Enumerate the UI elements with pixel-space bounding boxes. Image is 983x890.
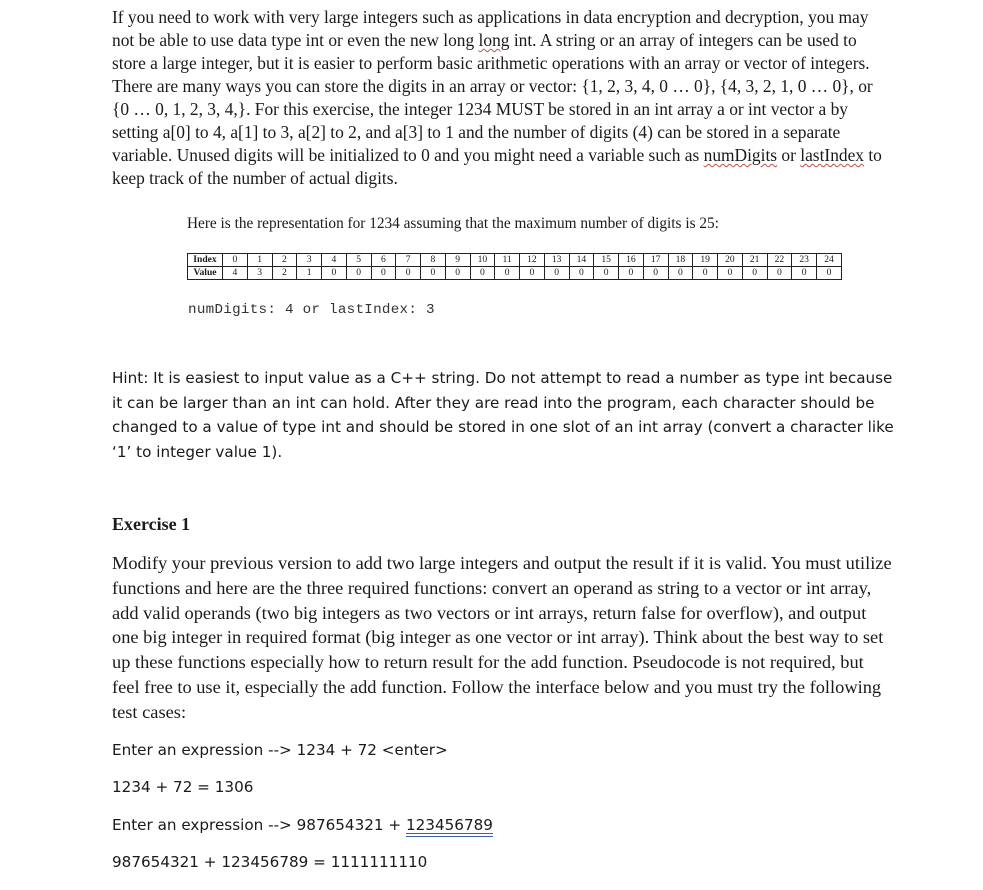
index-cell: 3 <box>297 254 322 267</box>
index-cell: 23 <box>792 254 817 267</box>
index-cell: 18 <box>668 254 693 267</box>
io-line-2: 1234 + 72 = 1306 <box>112 778 254 796</box>
value-cell: 0 <box>544 267 569 280</box>
value-cell: 0 <box>668 267 693 280</box>
value-cell: 0 <box>742 267 767 280</box>
value-cell: 0 <box>693 267 718 280</box>
index-cell: 20 <box>718 254 743 267</box>
spellcheck-word-long: long <box>478 30 510 50</box>
value-cell: 0 <box>520 267 545 280</box>
intro-paragraph <box>112 6 887 190</box>
index-cell: 12 <box>520 254 545 267</box>
value-row-label: Value <box>188 267 223 280</box>
spellcheck-word-numdigits: numDigits <box>703 145 778 165</box>
index-cell: 21 <box>742 254 767 267</box>
index-cell: 6 <box>371 254 396 267</box>
value-cell: 0 <box>322 267 347 280</box>
index-cell: 14 <box>569 254 594 267</box>
value-cell: 0 <box>767 267 792 280</box>
value-cell: 3 <box>247 267 272 280</box>
io-line-3-prefix: Enter an expression --> 987654321 + <box>112 816 406 834</box>
io-line-3-underlined-number: 123456789 <box>405 816 493 834</box>
index-cell: 1 <box>247 254 272 267</box>
representation-caption: Here is the representation for 1234 assuming that the maximum number of digits is 25: <box>187 215 719 232</box>
intro-text-start: If you need to work with very large integers such as applications in data encryption and decryption, you may not be able to use data type int or even the new long <box>112 7 869 50</box>
index-cell: 8 <box>421 254 446 267</box>
value-cell: 0 <box>371 267 396 280</box>
index-cell: 19 <box>693 254 718 267</box>
index-cell: 9 <box>445 254 470 267</box>
index-cell: 16 <box>619 254 644 267</box>
value-cell: 1 <box>297 267 322 280</box>
value-cell: 0 <box>495 267 520 280</box>
index-cell: 10 <box>470 254 495 267</box>
value-cell: 0 <box>619 267 644 280</box>
index-cell: 22 <box>767 254 792 267</box>
index-row <box>188 254 842 267</box>
io-line-3 <box>112 816 493 834</box>
index-cell: 17 <box>643 254 668 267</box>
value-row <box>188 267 842 280</box>
exercise-body: Modify your previous version to add two large integers and output the result if it is valid. You must utilize functions and here are the three required functions: convert an operand as string to a vector or int array, add valid operands (two big integers as two vectors or int arrays, return false for overflow), and output one big integer in required format (big integer as one vector or int array). Think about the best way to set up these functions especially how to return result for the add function. Pseudocode is not required, but feel free to use it, especially the add function. Follow the interface below and you must try the following test cases: <box>112 553 892 722</box>
spellcheck-word-lastindex: lastIndex <box>800 145 864 165</box>
index-cell: 7 <box>396 254 421 267</box>
value-cell: 0 <box>421 267 446 280</box>
io-line-4: 987654321 + 123456789 = 1111111110 <box>112 853 428 871</box>
value-cell: 0 <box>643 267 668 280</box>
value-cell: 0 <box>718 267 743 280</box>
index-row-label: Index <box>188 254 223 267</box>
index-cell: 13 <box>544 254 569 267</box>
index-cell: 11 <box>495 254 520 267</box>
value-cell: 4 <box>223 267 248 280</box>
index-cell: 0 <box>223 254 248 267</box>
value-cell: 0 <box>445 267 470 280</box>
hint-paragraph: Hint: It is easiest to input value as a C++ string. Do not attempt to read a number as type int because it can be larger than an int can hold. After they are read into the program, each character should be changed to a value of type int and should be stored in one slot of an int array (convert a character like ‘1’ to integer value 1). <box>112 369 894 461</box>
num-digits-line: numDigits: 4 or lastIndex: 3 <box>188 302 435 318</box>
value-cell: 0 <box>792 267 817 280</box>
index-cell: 4 <box>322 254 347 267</box>
value-cell: 0 <box>396 267 421 280</box>
value-cell: 2 <box>272 267 297 280</box>
index-cell: 5 <box>346 254 371 267</box>
digit-array-table <box>187 253 842 280</box>
value-cell: 0 <box>346 267 371 280</box>
index-cell: 15 <box>594 254 619 267</box>
index-cell: 24 <box>817 254 842 267</box>
value-cell: 0 <box>817 267 842 280</box>
value-cell: 0 <box>594 267 619 280</box>
intro-text-end: to keep track of the number of actual digits. <box>112 145 882 188</box>
exercise-title: Exercise 1 <box>112 514 191 534</box>
index-cell: 2 <box>272 254 297 267</box>
io-line-1: Enter an expression --> 1234 + 72 <enter> <box>112 741 448 759</box>
intro-or-word: or <box>777 145 801 165</box>
value-cell: 0 <box>569 267 594 280</box>
value-cell: 0 <box>470 267 495 280</box>
intro-text-middle: int. A string or an array of integers can be used to store a large integer, but it is easier to perform basic arithmetic operations with an array or vector of integers. There are many ways you can store the digits in an array or vector: {1, 2, 3, 4, 0 … 0}, {4, 3, 2, 1, 0 … 0}, or {0 … 0, 1, 2, 3, 4,}. For this exercise, the integer 1234 MUST be stored in an int array a or int vector a by setting a[0] to 4, a[1] to 3, a[2] to 2, and a[3] to 1 and the number of digits (4) can be stored in a separate variable. Unused digits will be initialized to 0 and you might need a variable such as <box>112 30 873 165</box>
